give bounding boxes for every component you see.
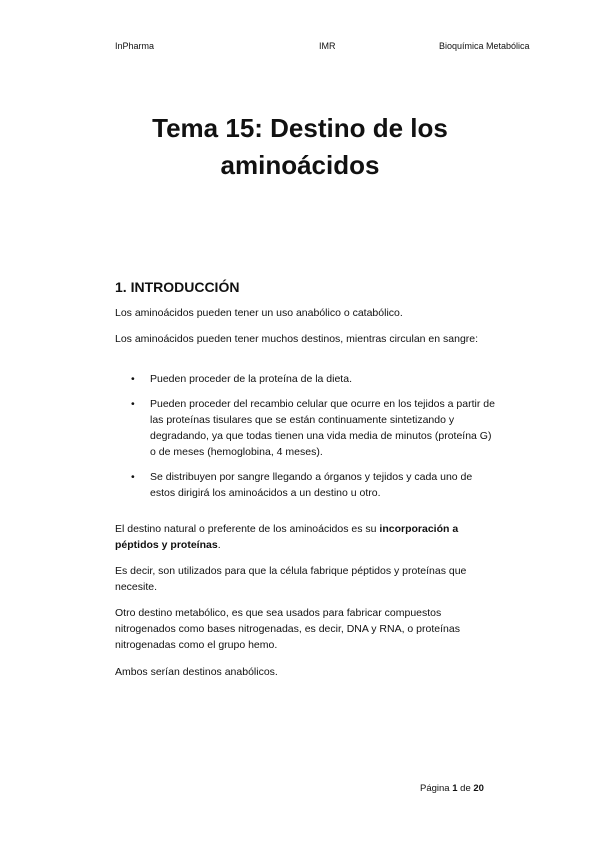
- paragraph-3-text: El destino natural o preferente de los aminoácidos es su: [115, 523, 380, 535]
- page-number-current: 1: [452, 783, 458, 794]
- list-item: [115, 469, 495, 501]
- bullet-list: [115, 371, 495, 510]
- title-line-1: Tema 15: Destino de los: [152, 113, 448, 143]
- bullet-icon: •: [131, 373, 135, 385]
- list-item: [115, 396, 495, 460]
- header-right: Bioquímica Metabólica: [439, 41, 530, 51]
- header-center: IMR: [319, 41, 336, 51]
- list-item: [115, 371, 495, 387]
- title-line-2: aminoácidos: [220, 150, 380, 180]
- list-item-text: Pueden proceder de la proteína de la dieta.: [150, 373, 352, 385]
- paragraph-1: Los aminoácidos pueden tener un uso anabólico o catabólico.: [115, 307, 403, 319]
- page-number-prefix: Página: [420, 783, 453, 794]
- paragraph-3-emphasis: incorporación a péptidos y proteínas: [115, 523, 459, 551]
- bullet-icon: •: [131, 398, 135, 410]
- page-number: [420, 783, 484, 794]
- bullet-icon: •: [131, 471, 135, 483]
- paragraph-3: [115, 521, 495, 553]
- paragraph-5: Otro destino metabólico, es que sea usados para fabricar compuestos nitrogenados como bases nitrogenadas, es decir, DNA y RNA, o proteínas nitrogenadas como el grupo hemo.: [115, 607, 460, 651]
- paragraph-3-end: .: [217, 539, 221, 551]
- list-item-text: Pueden proceder del recambio celular que ocurre en los tejidos a partir de las proteínas tisulares que se están continuamente sintetizando y degradando, ya que todas tienen una vida media de minutos (proteína G) o de meses (hemoglobina, 4 meses).: [150, 398, 495, 458]
- paragraph-4: Es decir, son utilizados para que la célula fabrique péptidos y proteínas que necesite.: [115, 565, 467, 593]
- page-number-total: 20: [473, 783, 484, 794]
- list-item-text: Se distribuyen por sangre llegando a órganos y tejidos y cada uno de estos dirigirá los aminoácidos a un destino u otro.: [150, 471, 473, 499]
- paragraph-6: Ambos serían destinos anabólicos.: [115, 666, 278, 678]
- page-title: [100, 110, 500, 184]
- paragraph-2: Los aminoácidos pueden tener muchos destinos, mientras circulan en sangre:: [115, 333, 479, 345]
- header-left: InPharma: [115, 41, 155, 51]
- section-heading: 1. INTRODUCCIÓN: [115, 279, 240, 295]
- page-number-middle: de: [457, 783, 474, 794]
